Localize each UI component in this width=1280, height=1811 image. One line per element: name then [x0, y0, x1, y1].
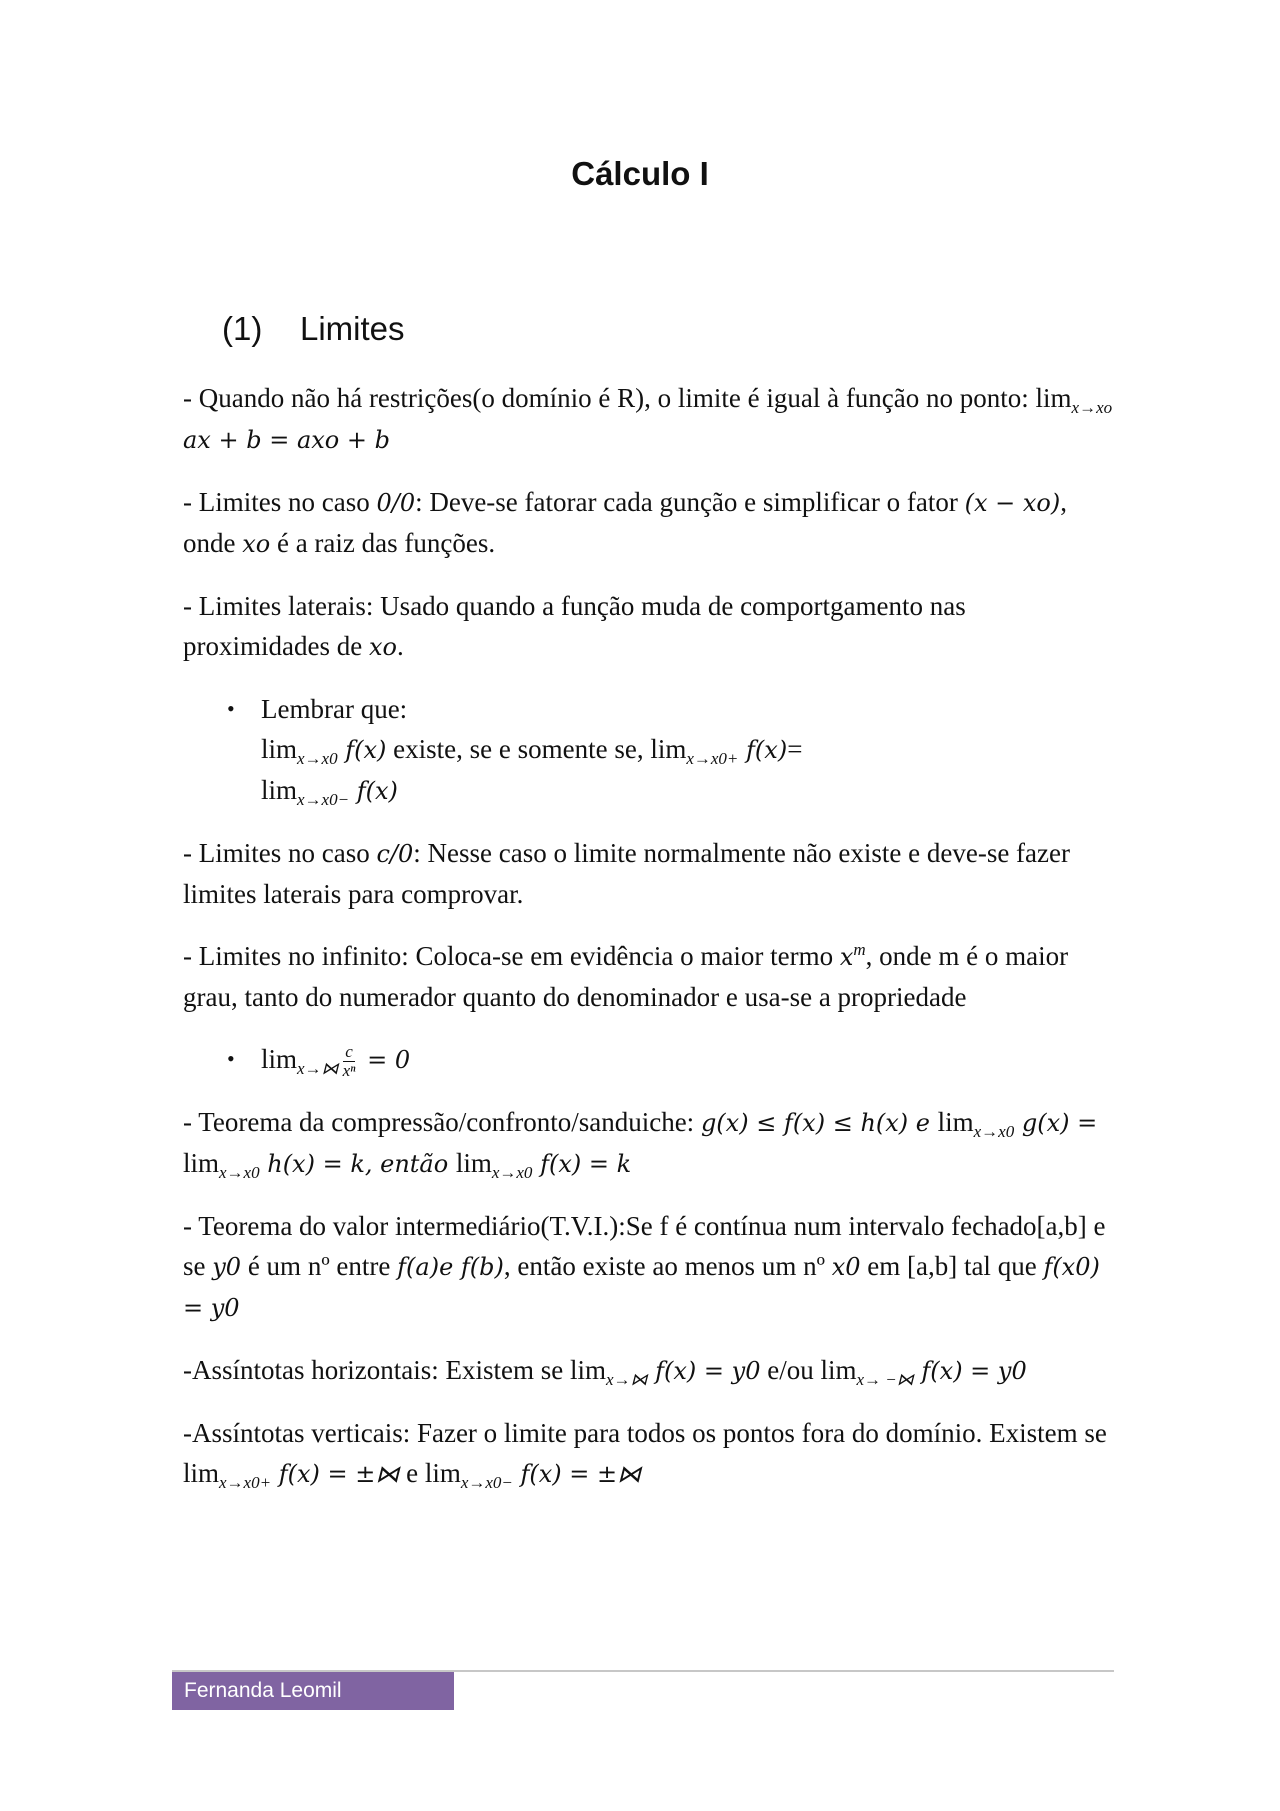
math-expression: f(x)	[349, 777, 398, 805]
superscript: m	[853, 940, 866, 959]
text: - Teorema do valor intermediário(T.V.I.):Se f é contínua num intervalo fechado[a,b] e se	[183, 1211, 1106, 1282]
lim-text: lim	[261, 775, 298, 805]
text: -Assíntotas horizontais: Existem se	[183, 1355, 570, 1386]
math-line	[261, 770, 1113, 811]
math-expression: f(x) = y0	[647, 1357, 761, 1386]
lim-subscript: x→x0	[297, 749, 338, 768]
lim-text: lim	[937, 1107, 974, 1138]
footer-author: Fernanda Leomil	[172, 1672, 454, 1710]
lim-text: lim	[1035, 383, 1072, 413]
text: e/ou	[760, 1355, 821, 1386]
text: Lembrar que:	[261, 694, 408, 724]
text: - Limites no infinito: Coloca-se em evidência o maior termo	[183, 941, 840, 971]
paragraph-zero-over-zero	[183, 482, 1113, 564]
text: : Nesse caso o limite normalmente não existe e deve-se fazer limites laterais para comprovar.	[183, 838, 1070, 909]
text: - Limites no caso	[183, 487, 377, 517]
text: - Teorema da compressão/confronto/sanduiche:	[183, 1107, 701, 1138]
text: : Deve-se fatorar cada gunção e simplificar o fator	[415, 487, 965, 517]
math-expression: (x − xo)	[964, 489, 1061, 517]
paragraph-c-over-zero	[183, 833, 1113, 914]
lim-subscript: x→x0	[491, 1163, 533, 1183]
document-body	[183, 378, 1113, 1516]
paragraph-horizontal-asymptotes	[183, 1350, 1113, 1391]
math-expression: xo	[368, 633, 397, 661]
text: em [a,b] tal que	[860, 1251, 1044, 1282]
text: - Limites laterais: Usado quando a função muda de comportgamento nas proximidades de	[183, 591, 966, 661]
section-label: Limites	[300, 310, 405, 347]
text: , onde m é o maior grau, tanto do numerador quanto do denominador e usa-se a propriedade	[183, 941, 1069, 1012]
math-expression: x	[839, 943, 854, 971]
lim-subscript: x→ −⋈	[856, 1370, 914, 1390]
math-expression: f(x) = ±⋈	[271, 1460, 400, 1489]
lim-text: lim	[455, 1148, 492, 1179]
lim-text: lim	[183, 1458, 220, 1489]
paragraph-vertical-asymptotes	[183, 1413, 1113, 1494]
text: -Assíntotas verticais: Fazer o limite para todos os pontos fora do domínio. Existem se	[183, 1418, 1107, 1449]
math-expression: g(x) =	[1014, 1109, 1098, 1138]
math-expression: x0	[831, 1253, 861, 1282]
lim-subscript: x→x0	[219, 1163, 260, 1183]
math-expression: = 0	[359, 1046, 411, 1074]
lim-subscript: x→⋈	[605, 1370, 648, 1390]
fraction	[343, 1043, 356, 1080]
paragraph-ivt	[183, 1206, 1113, 1328]
text: existe, se e somente se,	[386, 734, 651, 764]
lim-subscript: x→x0−	[297, 790, 350, 809]
text: =	[787, 734, 803, 764]
math-expression: f(x) = y0	[913, 1357, 1027, 1386]
text: - Limites no caso	[183, 838, 377, 868]
section-heading	[222, 310, 405, 348]
math-expression: f(x0) = y0	[183, 1253, 1100, 1323]
lim-text: lim	[261, 1044, 298, 1074]
math-expression: f(x)	[337, 736, 387, 764]
lim-subscript: x→x0+	[219, 1473, 272, 1493]
text: , então existe ao menos um nº	[503, 1251, 832, 1282]
bullet-remember	[183, 689, 1113, 811]
lim-text: lim	[183, 1148, 220, 1179]
fraction-numerator: c	[343, 1043, 356, 1062]
math-line	[261, 729, 1113, 770]
math-expression: f(a)e f(b)	[397, 1253, 504, 1282]
text: é um nº entre	[241, 1251, 398, 1282]
bullet-infinity-property	[183, 1039, 1113, 1080]
bullet-icon: •	[227, 1046, 235, 1071]
page-title: Cálculo I	[571, 155, 709, 192]
lim-subscript: x→xo	[1071, 398, 1113, 417]
text: é a raiz das funções.	[270, 528, 496, 558]
section-number: (1)	[222, 310, 263, 347]
paragraph-limits-infinity	[183, 936, 1113, 1017]
math-expression: c/0	[376, 840, 414, 868]
paragraph-lateral-limits	[183, 586, 1113, 667]
lim-text: lim	[569, 1355, 606, 1386]
lim-text: lim	[820, 1355, 857, 1386]
lim-subscript: x→x0	[973, 1122, 1015, 1142]
lim-subscript: x→x0+	[686, 749, 739, 768]
math-expression: f(x) = k	[532, 1150, 632, 1179]
paragraph-squeeze-theorem	[183, 1102, 1113, 1184]
text: - Quando não há restrições(o domínio é R), o limite é igual à função no ponto:	[183, 383, 1036, 413]
math-expression: 0/0	[376, 489, 416, 517]
math-expression: ax + b = axo + b	[183, 426, 390, 454]
text: .	[396, 631, 404, 661]
math-expression: g(x) ≤ f(x) ≤ h(x) e	[700, 1109, 938, 1138]
paragraph-no-restrictions	[183, 378, 1113, 460]
lim-subscript: x→⋈	[297, 1059, 339, 1078]
math-expression: y0	[212, 1253, 242, 1282]
text: e	[399, 1458, 425, 1489]
math-expression: f(x)	[738, 736, 788, 764]
math-expression: xo	[242, 530, 271, 558]
math-expression: h(x) = k, então	[259, 1150, 456, 1179]
fraction-denominator: xⁿ	[342, 1061, 356, 1081]
lim-subscript: x→x0−	[460, 1473, 513, 1493]
lim-text: lim	[424, 1458, 461, 1489]
lim-text: lim	[261, 734, 298, 764]
lim-text: lim	[650, 734, 687, 764]
math-expression: f(x) = ±⋈	[512, 1460, 642, 1489]
bullet-icon: •	[227, 696, 235, 721]
text: , onde	[183, 487, 1067, 558]
